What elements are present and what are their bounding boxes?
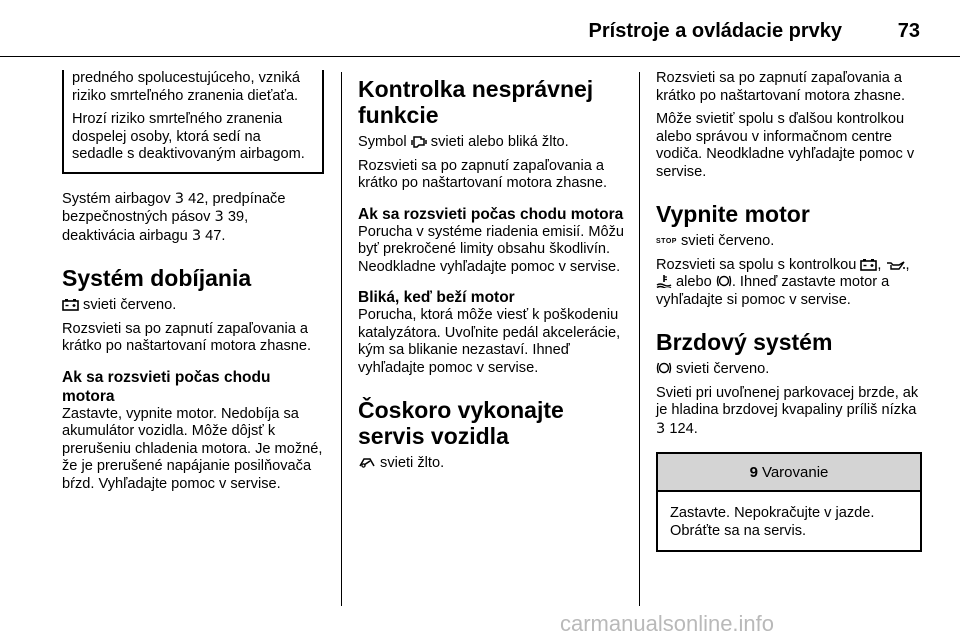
column-2 [358, 70, 626, 473]
warning-box-text: Zastavte. Nepokračujte v jazde. Obráťte sa na servis. [670, 505, 875, 539]
column-3 [656, 70, 922, 552]
engine-stop-intro-1: Rozsvieti sa po zapnutí zapaľovania a krátko po naštartovaní motora zhasne. [656, 70, 906, 104]
brake-system-text: Svieti pri uvoľnenej parkovacej brzde, ak je hladina brzdovej kvapaliny príliš nízka 3 124. [656, 384, 919, 437]
charging-symbol-line: svieti červeno. [62, 297, 324, 315]
engine-stop-intro-2: Môže svietiť spolu s ďalšou kontrolkou alebo správou v informačnom centre vodiča. Neodkladne vyhľadajte pomoc v servise. [656, 111, 915, 180]
column-1 [62, 70, 324, 493]
warning-box [656, 452, 922, 552]
page-header [0, 0, 960, 62]
warning-box-continued [62, 70, 324, 174]
service-symbol-line: svieti žlto. [358, 455, 626, 473]
arrow-ref-icon[interactable]: 3 [191, 226, 202, 244]
page-title: Prístroje a ovládacie prvky [588, 20, 842, 42]
charging-running-text: Zastavte, vypnite motor. Nedobíja sa akumulátor vozidla. Môže dôjsť k prerušeniu chladenia motora. Je možné, že je prerušené napájanie posilňovača bŕzd. Vyhľadajte pomoc v servise. [62, 405, 323, 492]
engine-check-icon [411, 135, 427, 148]
column-divider-1 [341, 72, 342, 606]
coolant-temperature-icon [656, 274, 672, 288]
malfunction-running-heading: Ak sa rozsvieti počas chodu motora [358, 205, 624, 223]
malfunction-flash-heading: Bliká, keď beží motor [358, 289, 515, 306]
wrench-car-icon [358, 456, 376, 469]
malfunction-flash-text: Porucha, ktorá môže viesť k poškodeniu katalyzátora. Uvoľnite pedál akcelerácie, kým sa blikanie nezastaví. Ihneď vyhľadajte pomoc v servise. [358, 307, 621, 376]
brake-system-icon [716, 274, 732, 288]
malfunction-running-text: Porucha v systéme riadenia emisií. Môžu byť prekročené limity obsahu škodlivín. Neodkladne vyhľadajte pomoc v servise. [358, 223, 625, 275]
stop-icon: STOP [656, 238, 677, 245]
stop-engine-text: Rozsvieti sa spolu s kontrolkou , , alebo . Ihneď zastavte motor a vyhľadajte si pomoc v servise. [656, 256, 910, 308]
charging-running-heading: Ak sa rozsvieti počas chodu motora [62, 368, 271, 405]
malfunction-text: Rozsvieti sa po zapnutí zapaľovania a krátko po naštartovaní motora zhasne. [358, 157, 608, 191]
warning-box-title: Varovanie [761, 463, 829, 481]
stop-engine-heading: Vypnite motor [656, 201, 810, 227]
warning-triangle-icon: 9 [749, 463, 758, 481]
brake-system-icon [656, 361, 672, 375]
warning-text-1: predného spolucestujúceho, vzniká riziko smrteľného zranenia dieťaťa. [72, 70, 300, 104]
page-number: 73 [897, 20, 920, 42]
airbag-references: Systém airbagov 3 42, predpínače bezpečnostných pásov 3 39, deaktivácia airbagu 3 47. [62, 189, 286, 244]
service-heading: Čoskoro vykonajte servis vozidla [358, 397, 564, 449]
column-divider-2 [639, 72, 640, 606]
charging-text: Rozsvieti sa po zapnutí zapaľovania a krátko po naštartovaní motora zhasne. [62, 320, 312, 354]
arrow-ref-icon[interactable]: 3 [214, 208, 224, 225]
header-divider [0, 56, 960, 57]
brake-symbol-line: svieti červeno. [656, 361, 922, 379]
stop-symbol-line: STOP svieti červeno. [656, 233, 775, 249]
oil-pressure-icon [886, 259, 906, 271]
arrow-ref-icon[interactable]: 3 [656, 419, 666, 437]
brake-system-heading: Brzdový systém [656, 329, 833, 355]
malfunction-heading: Kontrolka nesprávnej funkcie [358, 76, 594, 128]
battery-icon [860, 258, 877, 271]
malfunction-symbol-line: Symbol svieti alebo bliká žlto. [358, 134, 569, 150]
battery-icon [62, 298, 79, 311]
charging-system-heading: Systém dobíjania [62, 265, 252, 291]
watermark: carmanualsonline.info [560, 611, 775, 636]
arrow-ref-icon[interactable]: 3 [174, 189, 185, 207]
warning-box-header [658, 454, 920, 492]
warning-text-2: Hrozí riziko smrteľného zranenia dospelej osoby, ktorá sedí na sedadle s deaktivovaným airbagom. [72, 111, 305, 162]
